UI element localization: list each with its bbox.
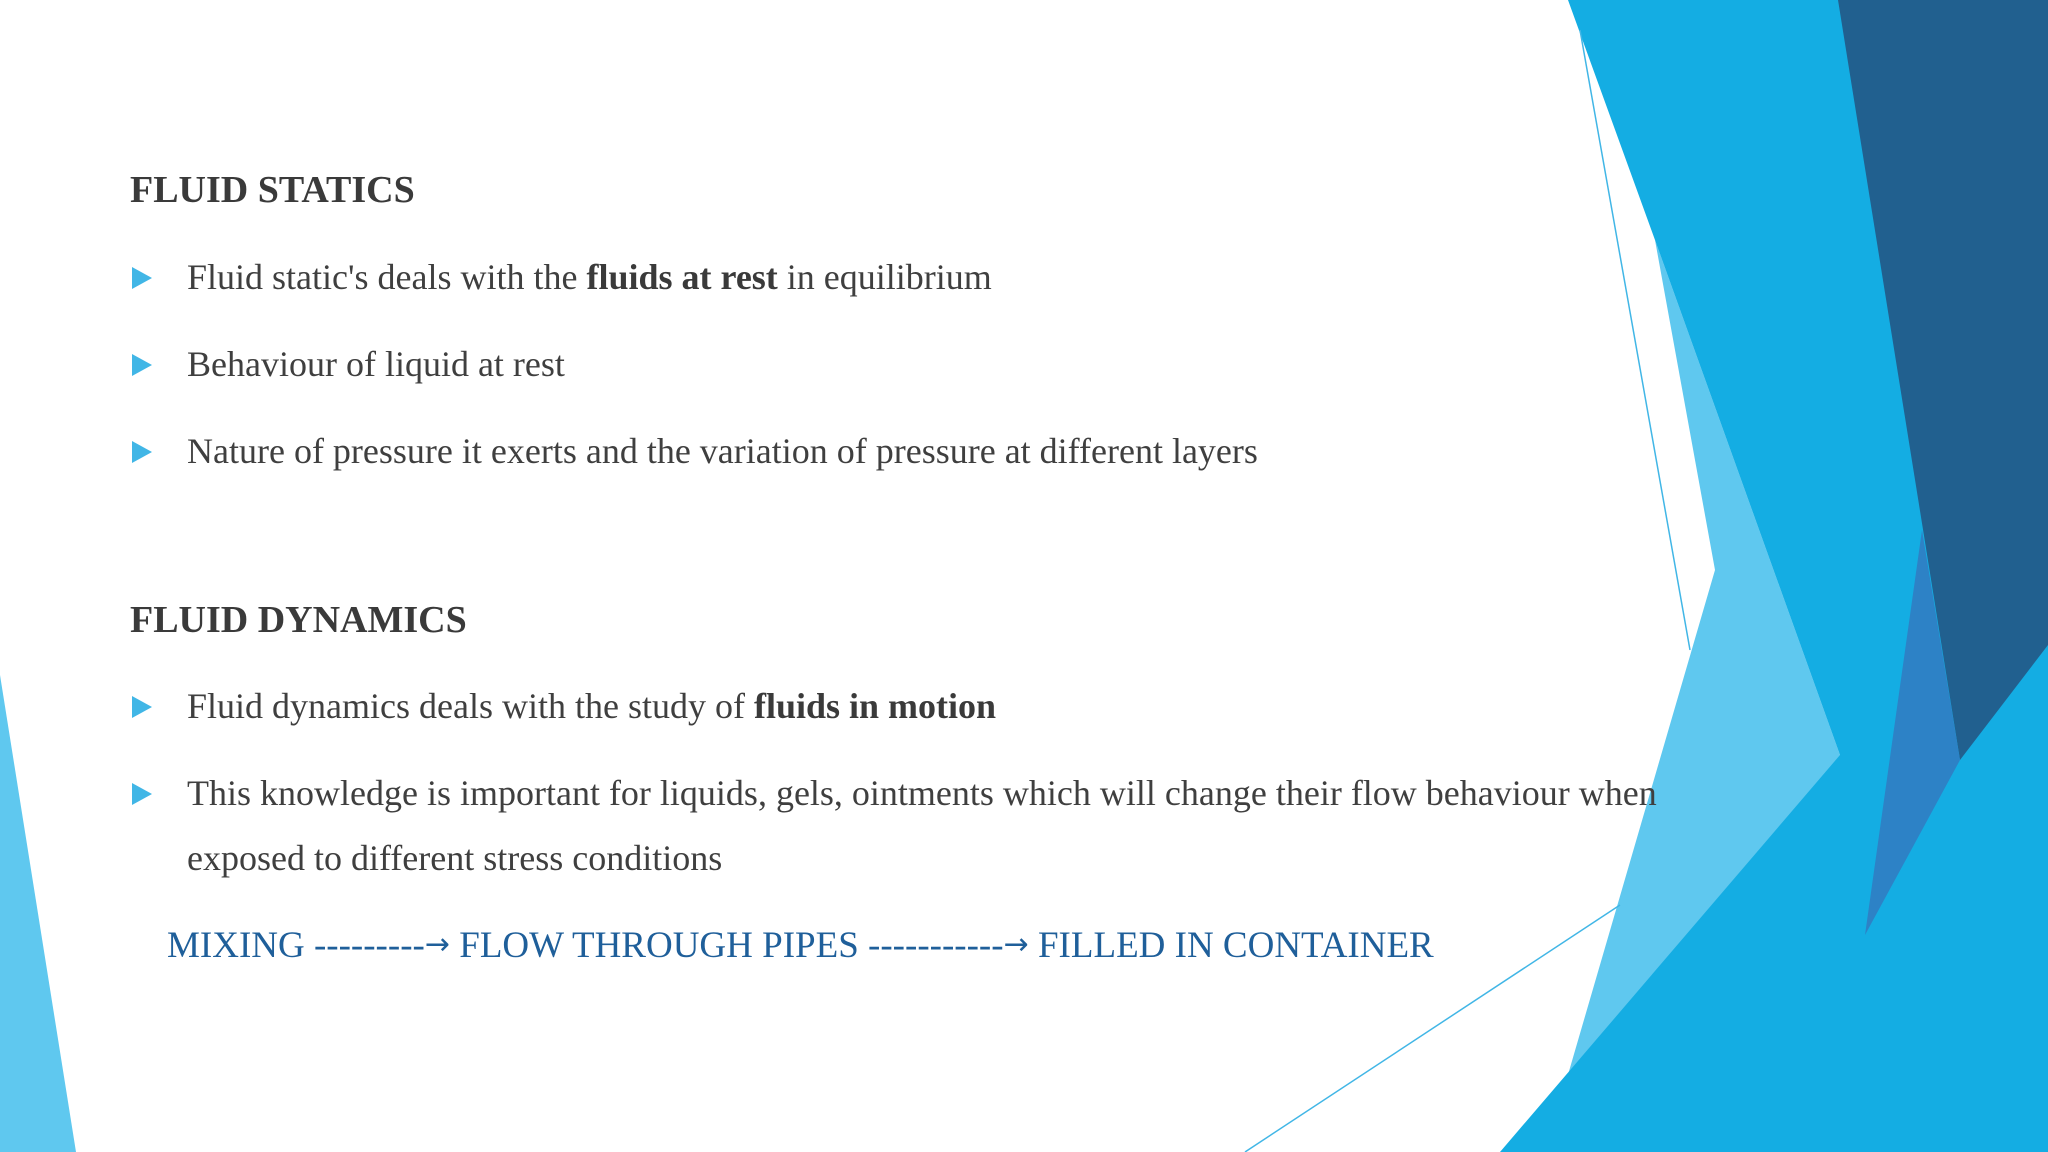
flow-dashes: ----------- — [868, 925, 1004, 966]
bullet-text-part: in equilibrium — [777, 257, 992, 297]
bullet-text: Behaviour of liquid at rest — [187, 344, 565, 384]
bullet-text — [187, 674, 1667, 739]
bullet-text-bold: fluids in motion — [753, 686, 997, 726]
triangle-bullet-icon — [132, 783, 152, 805]
bullet-text-part: Fluid dynamics deals with the study of — [187, 686, 754, 726]
right-arrow-icon: → — [424, 927, 450, 962]
bullet-text: This knowledge is important for liquids, gels, ointments which will change their flow behaviour when exposed to different stress conditions — [187, 773, 1657, 878]
bullet-text-part: Fluid static's deals with the — [187, 257, 587, 297]
section-heading-fluid-dynamics — [130, 601, 467, 639]
bullet-text — [187, 245, 1667, 310]
flow-step-pipes: FLOW THROUGH PIPES — [459, 925, 859, 966]
section-heading-fluid-statics: FLUID STATICS — [130, 169, 415, 211]
bullet-text-bold: fluids at rest — [586, 257, 778, 297]
triangle-bullet-icon — [132, 267, 152, 289]
right-arrow-icon: → — [1003, 927, 1029, 962]
flow-dashes: --------- — [313, 925, 425, 966]
heading-text: FLUID DYNAMICS — [130, 599, 467, 641]
flow-step-mixing: MIXING — [167, 925, 305, 966]
triangle-bullet-icon — [132, 696, 152, 718]
flow-step-container: FILLED IN CONTAINER — [1037, 925, 1434, 966]
process-flow-line — [167, 912, 1434, 978]
triangle-bullet-icon — [132, 441, 152, 463]
bullet-text: Nature of pressure it exerts and the variation of pressure at different layers — [187, 431, 1258, 471]
triangle-bullet-icon — [132, 354, 152, 376]
